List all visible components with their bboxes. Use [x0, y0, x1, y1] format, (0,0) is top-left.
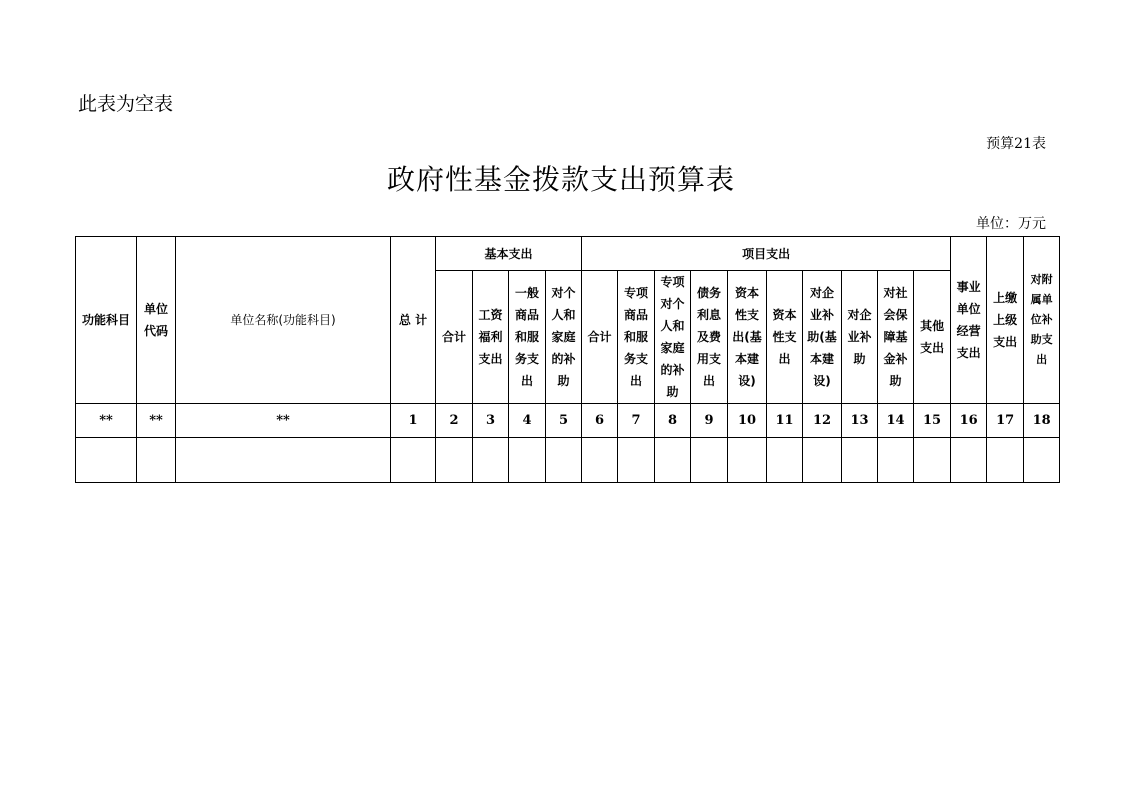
- column-number: 15: [914, 404, 951, 438]
- column-number: 5: [546, 404, 582, 438]
- column-number: 2: [436, 404, 473, 438]
- empty-table-note: 此表为空表: [78, 93, 174, 115]
- header-total: 总 计: [391, 237, 436, 404]
- column-number: 7: [618, 404, 655, 438]
- column-number: 6: [582, 404, 618, 438]
- header-basic-col: 合计: [436, 271, 473, 404]
- empty-cell: [803, 438, 842, 483]
- empty-cell: [691, 438, 728, 483]
- empty-cell: [987, 438, 1024, 483]
- empty-cell: [546, 438, 582, 483]
- empty-data-row: [76, 438, 1060, 483]
- header-project-col: 对企 业补 助: [842, 271, 878, 404]
- column-number: 14: [878, 404, 914, 438]
- column-number: 16: [951, 404, 987, 438]
- header-project-col: 合计: [582, 271, 618, 404]
- header-affiliated: 对附 属单 位补 助支 出: [1024, 237, 1060, 404]
- column-number: 9: [691, 404, 728, 438]
- page-title: 政府性基金拨款支出预算表: [386, 163, 735, 196]
- header-project-col: 专项 商品 和服 务支 出: [618, 271, 655, 404]
- header-func-subject: 功能科目: [76, 237, 137, 404]
- empty-cell: [582, 438, 618, 483]
- column-number: 3: [473, 404, 509, 438]
- header-project-col: 其他 支出: [914, 271, 951, 404]
- empty-cell: [914, 438, 951, 483]
- column-number: 12: [803, 404, 842, 438]
- form-code: 预算21表: [986, 136, 1046, 152]
- empty-cell: [951, 438, 987, 483]
- header-project-col: 资本 性支 出(基 本建 设): [728, 271, 767, 404]
- header-unit-code: 单位 代码: [137, 237, 176, 404]
- header-project-col: 对企 业补 助(基 本建 设): [803, 271, 842, 404]
- empty-cell: [767, 438, 803, 483]
- empty-cell: [509, 438, 546, 483]
- empty-cell: [391, 438, 436, 483]
- header-basic-group: 基本支出: [436, 237, 582, 271]
- empty-cell: [436, 438, 473, 483]
- empty-cell: [1024, 438, 1060, 483]
- column-number: 10: [728, 404, 767, 438]
- header-project-col: 资本 性支 出: [767, 271, 803, 404]
- column-number: **: [137, 404, 176, 438]
- header-project-col: 专项 对个 人和 家庭 的补 助: [655, 271, 691, 404]
- empty-cell: [655, 438, 691, 483]
- column-number: 8: [655, 404, 691, 438]
- column-number: 13: [842, 404, 878, 438]
- empty-cell: [76, 438, 137, 483]
- header-basic-col: 对个 人和 家庭 的补 助: [546, 271, 582, 404]
- header-upper: 上缴 上级 支出: [987, 237, 1024, 404]
- column-number-row: [76, 404, 1060, 438]
- empty-cell: [618, 438, 655, 483]
- column-number: 11: [767, 404, 803, 438]
- header-business: 事业 单位 经营 支出: [951, 237, 987, 404]
- column-number: 1: [391, 404, 436, 438]
- empty-cell: [176, 438, 391, 483]
- empty-cell: [728, 438, 767, 483]
- empty-cell: [878, 438, 914, 483]
- header-basic-col: 工资 福利 支出: [473, 271, 509, 404]
- column-number: **: [176, 404, 391, 438]
- column-number: 4: [509, 404, 546, 438]
- column-number: 17: [987, 404, 1024, 438]
- unit-label: 单位：万元: [976, 216, 1046, 232]
- header-project-col: 债务 利息 及费 用支 出: [691, 271, 728, 404]
- header-project-col: 对社 会保 障基 金补 助: [878, 271, 914, 404]
- header-basic-col: 一般 商品 和服 务支 出: [509, 271, 546, 404]
- header-unit-name: 单位名称(功能科目): [176, 237, 391, 404]
- header-project-group: 项目支出: [582, 237, 951, 271]
- column-number: 18: [1024, 404, 1060, 438]
- empty-cell: [137, 438, 176, 483]
- empty-cell: [473, 438, 509, 483]
- column-number: **: [76, 404, 137, 438]
- empty-cell: [842, 438, 878, 483]
- budget-table: [75, 236, 1060, 483]
